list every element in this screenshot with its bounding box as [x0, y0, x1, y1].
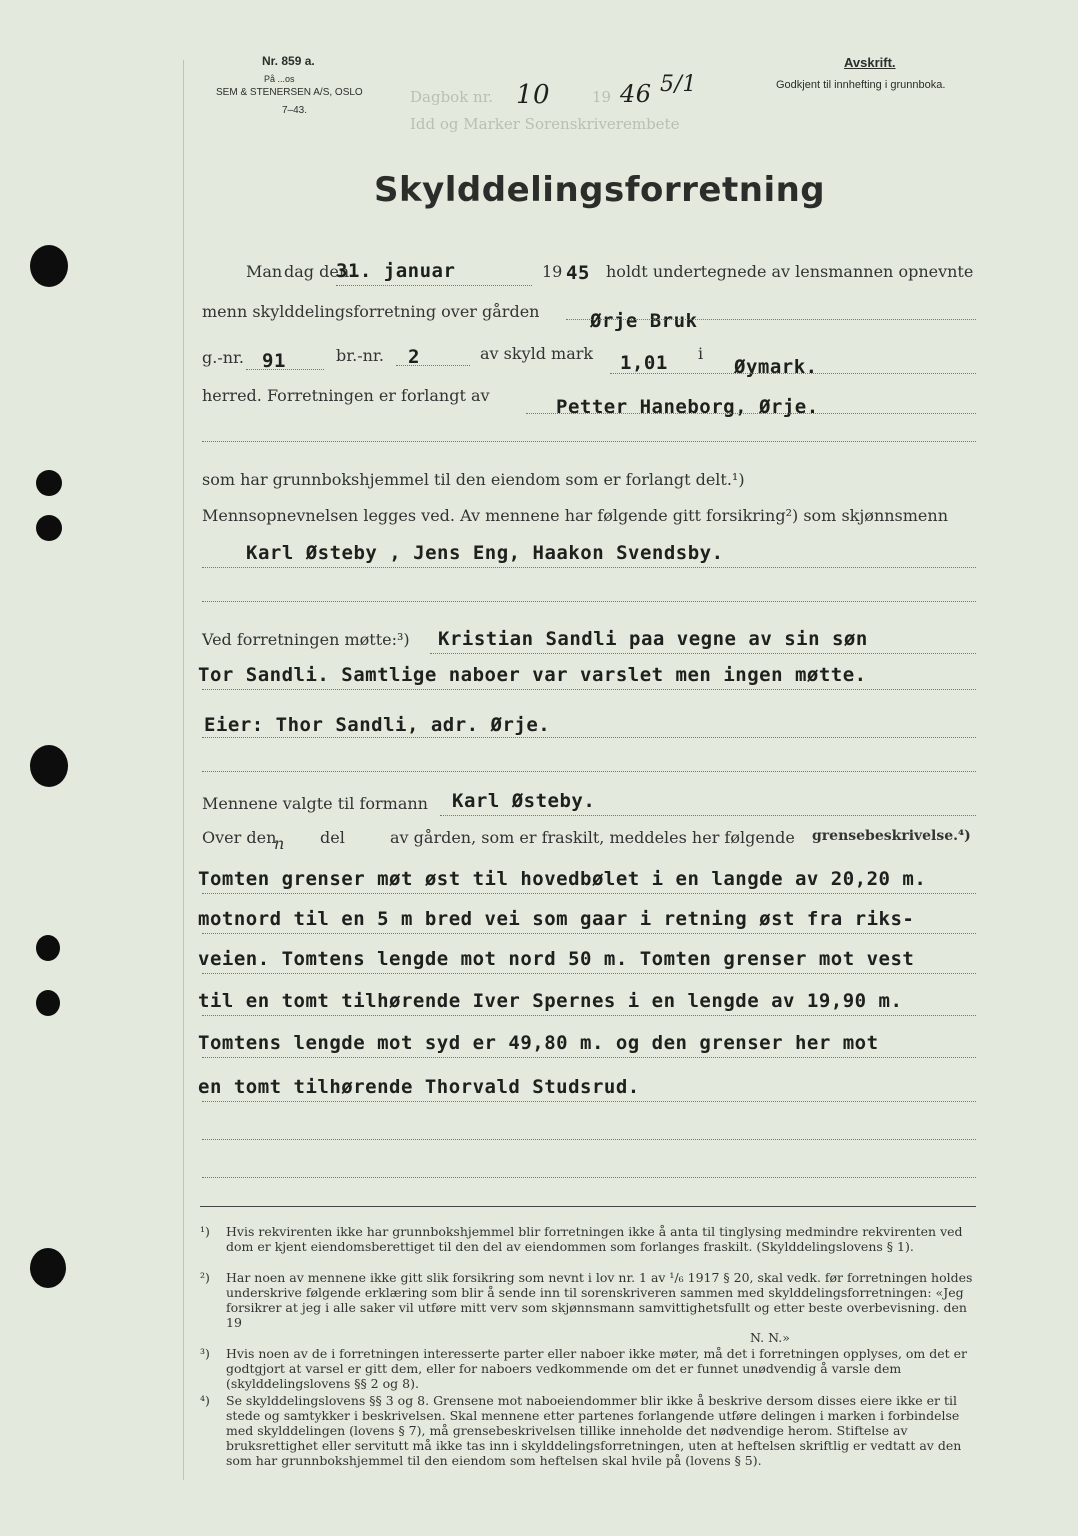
chairman-label: Mennene valgte til formann — [202, 794, 428, 813]
description-line: Tomtens lengde mot syd er 49,80 m. og den grenser her mot — [198, 1032, 879, 1054]
attended-line-1: Kristian Sandli paa vegne av sin søn — [438, 628, 868, 650]
fill-line — [202, 1014, 976, 1016]
journal-day-handwritten: 5/1 — [660, 72, 697, 97]
footnote-4 — [200, 1393, 980, 1468]
line6-text: som har grunnbokshjemmel til den eiendom som er forlangt delt.¹) — [202, 470, 745, 489]
owner-line: Eier: Thor Sandli, adr. Ørje. — [204, 714, 551, 736]
herred-field: Øymark. — [734, 356, 818, 378]
footnote-2 — [200, 1270, 980, 1345]
fill-line — [202, 1056, 976, 1058]
boundary-mid: del — [320, 828, 345, 847]
fill-line — [202, 600, 976, 602]
fill-line — [202, 1176, 976, 1178]
margin-rule — [183, 60, 184, 1480]
gnr-field: 91 — [262, 350, 286, 372]
attended-label: Ved forretningen møtte:³) — [202, 630, 410, 649]
description-line: motnord til en 5 m bred vei som gaar i retning øst fra riks- — [198, 908, 915, 930]
fill-line — [246, 368, 324, 370]
binder-hole — [30, 245, 68, 287]
fill-line — [526, 412, 976, 414]
fill-line — [202, 736, 976, 738]
footnote-number: ⁴) — [200, 1393, 210, 1408]
footnote-text: Se skylddelingslovens §§ 3 og 8. Grensene mot naboeiendommer blir ikke å beskrive dersom disses eiere ikke er til stede og samtykker i beskrivelsen. Skal mennene etter partenes forlangende utføre delingen i marken i forbindelse med skylddelingen (lovens § 7), må grensebeskrivelsen tillike inneholde det nødvendige herom. Stiftelse av bruksrettighet eller servitutt må ikke tas inn i skylddelingsforretningen, uten at heftelsen skriftlig er vedtatt av den som har grunnbokshjemmel til den eiendom som heftelsen skal hvile på (lovens § 5). — [226, 1393, 962, 1468]
copy-label: Avskrift. — [844, 55, 896, 70]
fill-line — [202, 566, 976, 568]
farm-field: Ørje Bruk — [590, 310, 698, 332]
fill-line — [336, 284, 532, 286]
footnote-1 — [200, 1224, 980, 1254]
fill-line — [202, 892, 976, 894]
fill-line — [202, 972, 976, 974]
footnote-rule — [200, 1206, 976, 1207]
fill-line — [440, 814, 976, 816]
line2-text: menn skylddelingsforretning over gården — [202, 302, 540, 321]
date-field: 31. januar — [336, 260, 456, 282]
form-number: Nr. 859 a. — [262, 54, 315, 68]
fill-line — [202, 1100, 976, 1102]
fill-line — [396, 364, 470, 366]
form-date: 7–43. — [282, 105, 308, 116]
binder-hole — [36, 990, 60, 1016]
fill-line — [202, 440, 976, 442]
footnote-number: ³) — [200, 1346, 210, 1361]
attended-line-2: Tor Sandli. Samtlige naboer var varslet men ingen møtte. — [198, 664, 867, 686]
fill-line — [202, 770, 976, 772]
footnote-text: Hvis noen av de i forretningen interesserte parter eller naboer ikke møter, må det i forretningen opplyses, om det er godtgjort at varsel er gitt dem, eller for naboers vedkommende om det er funnet unødvendig å varsle dem (skylddelingslovens §§ 2 og 8). — [226, 1346, 968, 1391]
journal-stamp-year: 19 — [592, 88, 612, 106]
requester-field: Petter Haneborg, Ørje. — [556, 396, 819, 418]
journal-number-handwritten: 10 — [516, 80, 551, 110]
description-line: til en tomt tilhørende Iver Spernes i en lengde av 19,90 m. — [198, 990, 903, 1012]
binder-hole — [36, 515, 62, 541]
form-publisher-line2: SEM & STENERSEN A/S, OSLO — [216, 87, 363, 98]
binder-hole — [36, 470, 62, 496]
journal-stamp-line2: Idd og Marker Sorenskriverembete — [410, 115, 680, 133]
footnote-number: ¹) — [200, 1224, 210, 1239]
line1-tail: holdt undertegnede av lensmannen opnevnte — [606, 262, 974, 281]
weekday-prefix: Man — [246, 262, 283, 281]
fill-line — [202, 688, 976, 690]
line7-text: Mennsopnevnelsen legges ved. Av mennene har følgende gitt forsikring²) som skjønnsmenn — [202, 506, 949, 525]
page-title: Skylddelingsforretning — [374, 170, 826, 210]
fill-line — [202, 1138, 976, 1140]
fill-line — [202, 932, 976, 934]
line4-text: herred. Forretningen er forlangt av — [202, 386, 490, 405]
journal-stamp-line1: Dagbok nr. — [410, 88, 494, 106]
form-publisher-line1: På ...os — [264, 74, 295, 84]
boundary-lead: Over den — [202, 828, 277, 847]
skyld-field: 1,01 — [620, 352, 668, 374]
fill-line — [566, 318, 976, 320]
appraisers-field: Karl Østeby , Jens Eng, Haakon Svendsby. — [246, 542, 724, 564]
fill-line — [430, 652, 976, 654]
footnote-number: ²) — [200, 1270, 210, 1285]
fill-line — [610, 372, 976, 374]
boundary-bold: grensebeskrivelse.⁴) — [812, 828, 971, 844]
dag-den-label: dag den — [284, 262, 350, 281]
chairman-field: Karl Østeby. — [452, 790, 596, 812]
description-line: Tomten grenser møt øst til hovedbølet i en langde av 20,20 m. — [198, 868, 927, 890]
boundary-tail: av gården, som er fraskilt, meddeles her følgende — [390, 828, 795, 847]
footnote-text: Har noen av mennene ikke gitt slik forsikring som nevnt i lov nr. 1 av ¹/₆ 1917 § 20, skal vedk. før forretningen holdes underskrive følgende erklæring som blir å sende inn til sorenskriveren sammen med skylddelingsforretningen: «Jeg forsikrer at jeg i alle saker vil utføre mitt verv som skjønnsmann samvittighetsfullt og etter beste overbevisning. den 19 — [226, 1270, 973, 1330]
gnr-label: g.-nr. — [202, 348, 245, 367]
year-field: 45 — [566, 262, 590, 284]
footnote-3 — [200, 1346, 980, 1391]
binder-hole — [36, 935, 60, 961]
footnote-signature: N. N.» — [750, 1330, 790, 1345]
boundary-hand: n — [274, 834, 285, 853]
description-line: veien. Tomtens lengde mot nord 50 m. Tomten grenser mot vest — [198, 948, 915, 970]
bnr-label: br.-nr. — [336, 346, 384, 365]
approval-note: Godkjent til innhefting i grunnboka. — [776, 79, 946, 91]
description-line: en tomt tilhørende Thorvald Studsrud. — [198, 1076, 640, 1098]
binder-hole — [30, 745, 68, 787]
bnr-field: 2 — [408, 346, 420, 368]
i-label: i — [698, 344, 704, 363]
footnote-text: Hvis rekvirenten ikke har grunnbokshjemmel blir forretningen ikke å anta til tinglysing medmindre rekvirenten ved dom er kjent eiendomsberettiget til den del av eiendommen som forlanges fraskilt. (Skylddelingslovens § 1). — [226, 1224, 963, 1254]
journal-year-handwritten: 46 — [620, 80, 652, 108]
year-prefix: 19 — [542, 262, 563, 281]
binder-hole — [30, 1248, 66, 1288]
skyld-label: av skyld mark — [480, 344, 594, 363]
